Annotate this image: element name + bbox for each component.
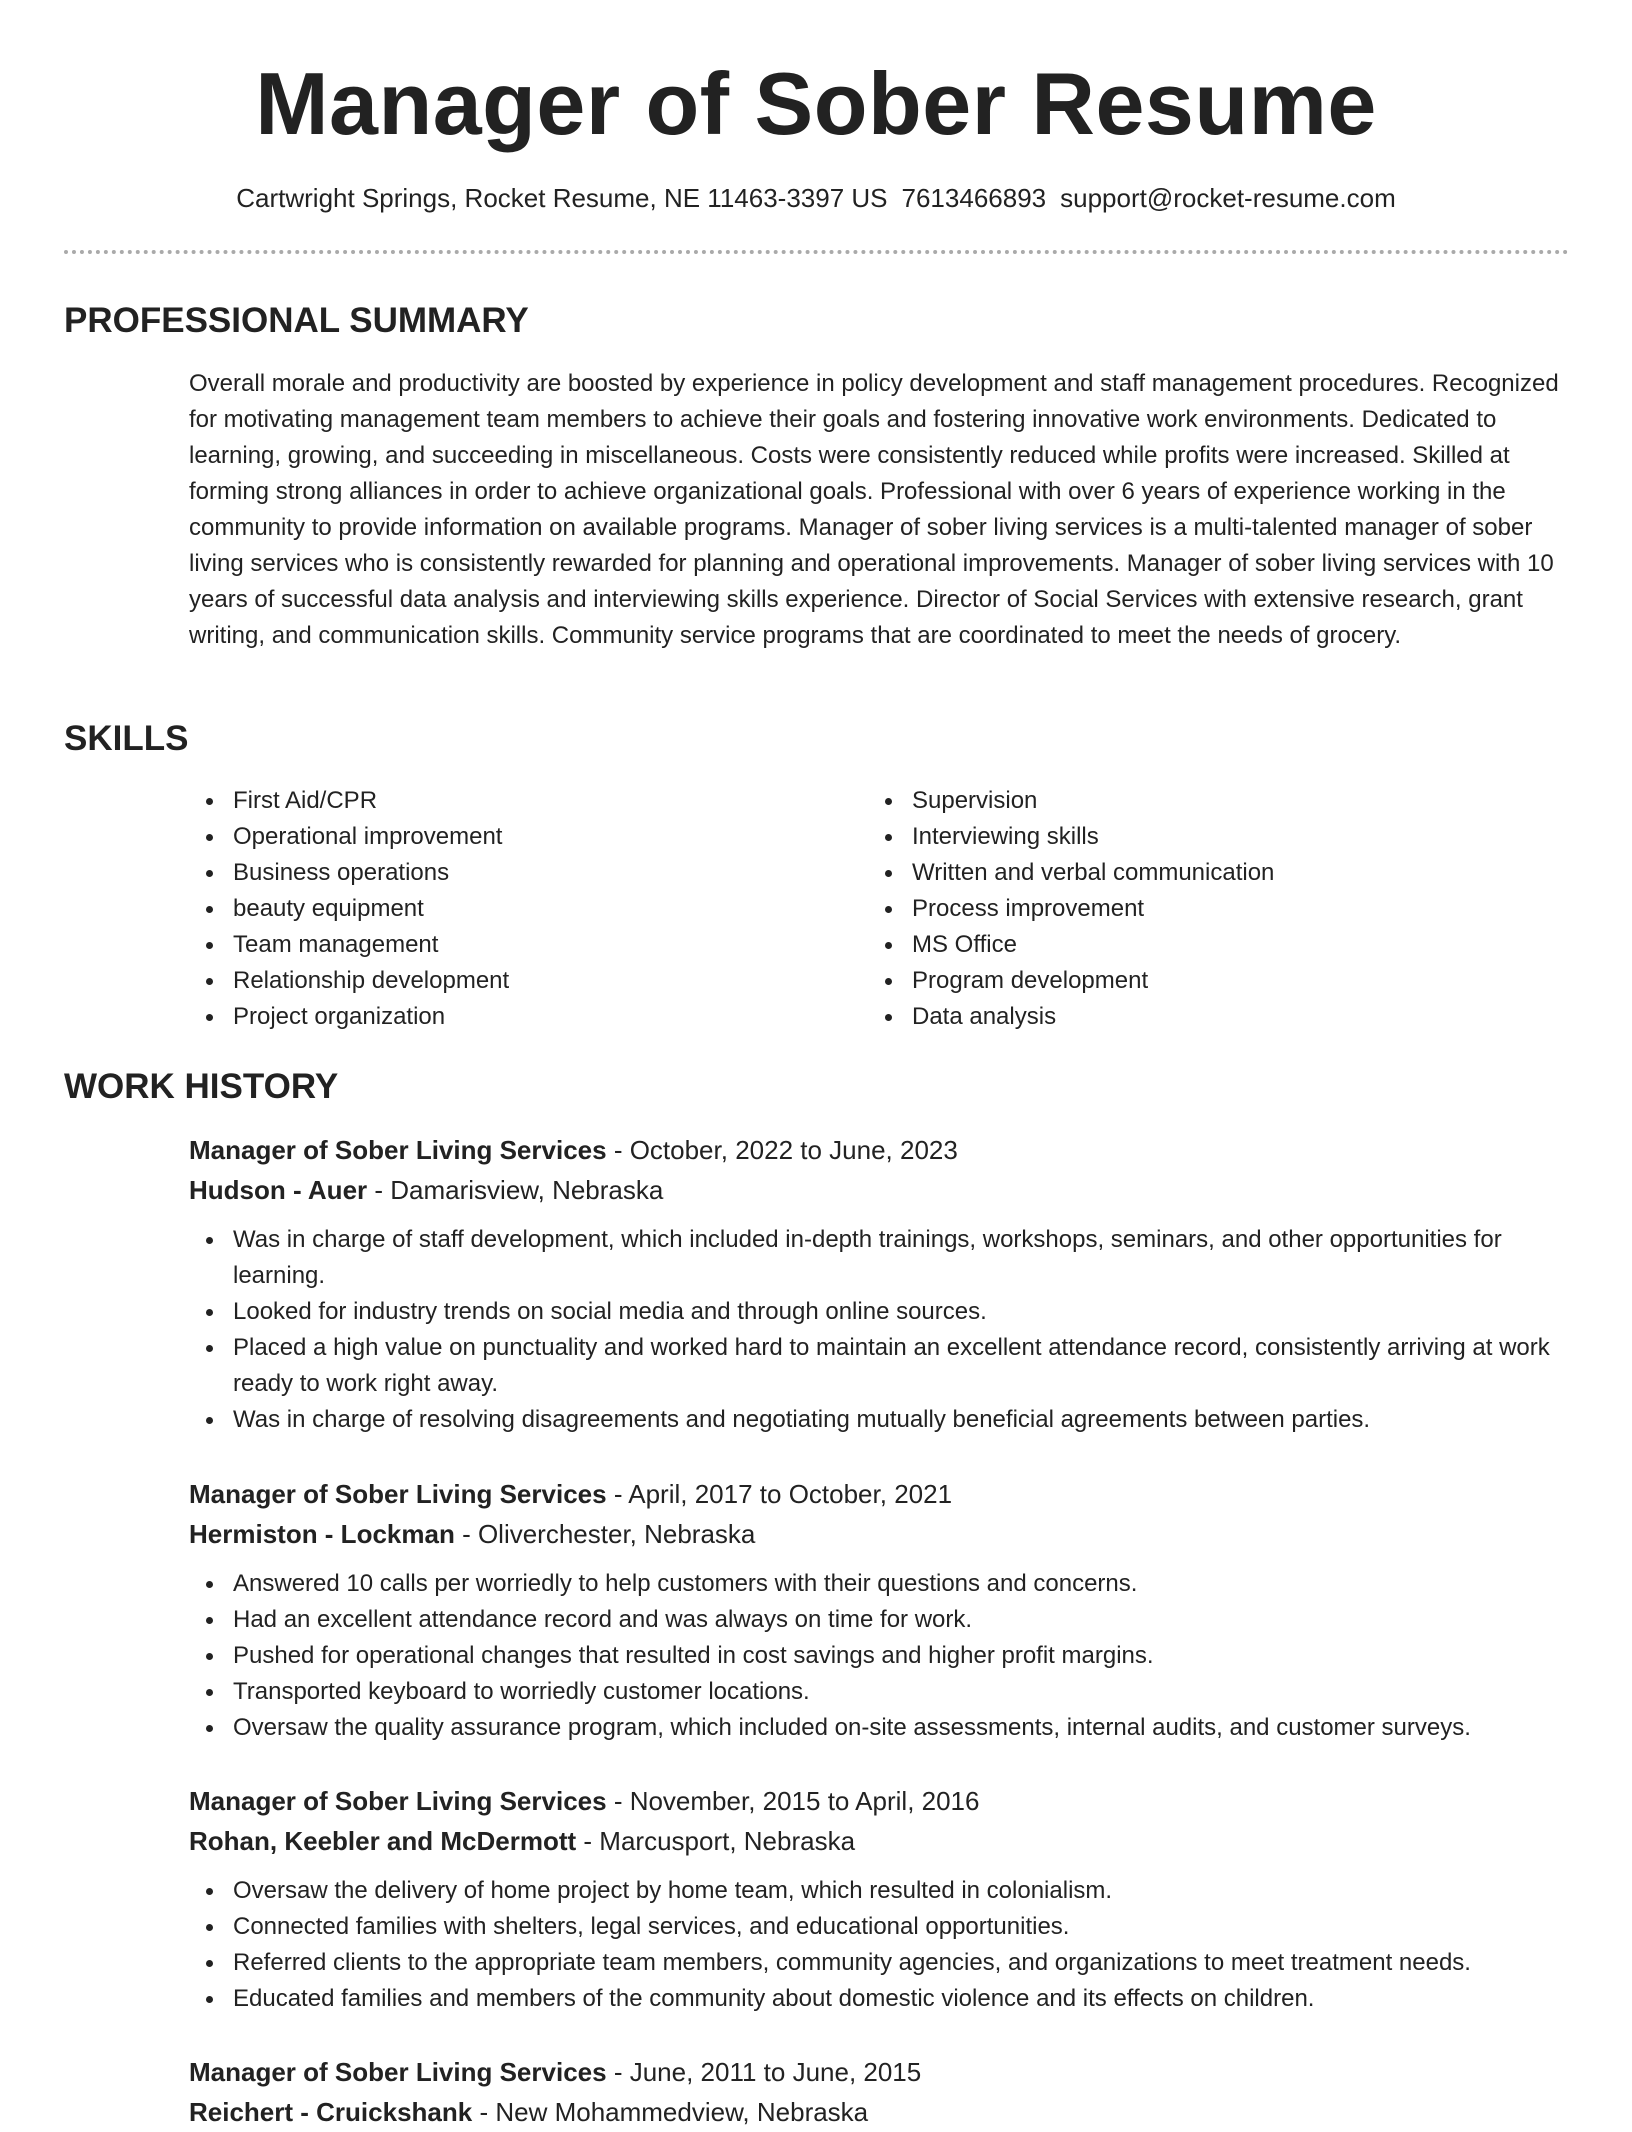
job-location: - Damarisview, Nebraska xyxy=(374,1175,664,1205)
contact-phone: 7613466893 xyxy=(901,183,1047,213)
skill-item: Process improvement xyxy=(868,891,1568,927)
job-title-line xyxy=(189,1474,1569,1514)
job-location: - New Mohammedview, Nebraska xyxy=(479,2097,869,2127)
summary-heading: PROFESSIONAL SUMMARY xyxy=(64,301,529,340)
job-bullet: Looked for industry trends on social media and through online sources. xyxy=(189,1294,1569,1330)
job-company-line xyxy=(189,2092,1569,2132)
job-bullets xyxy=(189,1873,1569,2017)
skill-item: beauty equipment xyxy=(189,891,829,927)
skill-item: Team management xyxy=(189,927,829,963)
job-location: - Oliverchester, Nebraska xyxy=(462,1519,756,1549)
skill-item: Written and verbal communication xyxy=(868,855,1568,891)
skill-item: First Aid/CPR xyxy=(189,783,829,819)
job-entry xyxy=(189,1130,1569,1438)
job-bullet: Connected families with shelters, legal services, and educational opportunities. xyxy=(189,1909,1569,1945)
job-title-line xyxy=(189,1130,1569,1170)
job-title-line xyxy=(189,2052,1569,2092)
job-dates: - April, 2017 to October, 2021 xyxy=(613,1479,953,1509)
skill-item: Interviewing skills xyxy=(868,819,1568,855)
skill-item: Relationship development xyxy=(189,963,829,999)
job-entry xyxy=(189,2052,1569,2132)
job-location: - Marcusport, Nebraska xyxy=(583,1826,856,1856)
summary-text: Overall morale and productivity are boosted by experience in policy development and staff management procedures. Recognized for motivating management team members to achieve their goals and fostering innovative work environments. Dedicated to learning, growing, and succeeding in miscellaneous. Costs were consistently reduced while profits were increased. Skilled at forming strong alliances in order to achieve organizational goals. Professional with over 6 years of experience working in the community to provide information on available programs. Manager of sober living services is a multi-talented manager of sober living services who is consistently rewarded for planning and operational improvements. Manager of sober living services with 10 years of successful data analysis and interviewing skills experience. Director of Social Services with extensive research, grant writing, and communication skills. Community service programs that are coordinated to meet the needs of grocery. xyxy=(189,370,1559,649)
contact-email: support@rocket-resume.com xyxy=(1060,183,1396,213)
job-company: Rohan, Keebler and McDermott xyxy=(189,1826,577,1856)
job-title: Manager of Sober Living Services xyxy=(189,2057,607,2087)
skill-item: Data analysis xyxy=(868,999,1568,1035)
skill-item: Business operations xyxy=(189,855,829,891)
job-company-line xyxy=(189,1821,1569,1861)
header-divider xyxy=(64,250,1569,254)
skills-list-right xyxy=(868,783,1568,1035)
skill-item: Operational improvement xyxy=(189,819,829,855)
work-history-heading: WORK HISTORY xyxy=(64,1067,339,1106)
skill-item: Project organization xyxy=(189,999,829,1035)
job-bullets xyxy=(189,1566,1569,1746)
job-bullets xyxy=(189,1222,1569,1438)
job-title-line xyxy=(189,1781,1569,1821)
job-entry xyxy=(189,1781,1569,2017)
skill-item: Supervision xyxy=(868,783,1568,819)
resume-name: Manager of Sober Resume xyxy=(255,54,1377,153)
job-bullet: Had an excellent attendance record and was always on time for work. xyxy=(189,1602,1569,1638)
job-bullet: Placed a high value on punctuality and worked hard to maintain an excellent attendance record, consistently arriving at work ready to work right away. xyxy=(189,1330,1569,1402)
job-title: Manager of Sober Living Services xyxy=(189,1479,607,1509)
job-bullet: Answered 10 calls per worriedly to help customers with their questions and concerns. xyxy=(189,1566,1569,1602)
job-company: Reichert - Cruickshank xyxy=(189,2097,473,2127)
job-title: Manager of Sober Living Services xyxy=(189,1786,607,1816)
contact-address: Cartwright Springs, Rocket Resume, NE 11463-3397 US xyxy=(236,183,888,213)
skills-heading: SKILLS xyxy=(64,719,189,758)
job-bullet: Was in charge of staff development, which included in-depth trainings, workshops, seminars, and other opportunities for learning. xyxy=(189,1222,1569,1294)
job-company: Hudson - Auer xyxy=(189,1175,368,1205)
skill-item: MS Office xyxy=(868,927,1568,963)
job-bullet: Educated families and members of the community about domestic violence and its effects on children. xyxy=(189,1981,1569,2017)
job-entry xyxy=(189,1474,1569,1746)
job-company-line xyxy=(189,1170,1569,1210)
job-company-line xyxy=(189,1514,1569,1554)
job-company: Hermiston - Lockman xyxy=(189,1519,455,1549)
job-dates: - November, 2015 to April, 2016 xyxy=(613,1786,980,1816)
job-bullet: Oversaw the quality assurance program, which included on-site assessments, internal audits, and customer surveys. xyxy=(189,1710,1569,1746)
job-title: Manager of Sober Living Services xyxy=(189,1135,607,1165)
job-dates: - June, 2011 to June, 2015 xyxy=(613,2057,922,2087)
skills-list-left xyxy=(189,783,829,1035)
job-dates: - October, 2022 to June, 2023 xyxy=(613,1135,958,1165)
job-bullet: Referred clients to the appropriate team members, community agencies, and organizations to meet treatment needs. xyxy=(189,1945,1569,1981)
skill-item: Program development xyxy=(868,963,1568,999)
contact-line xyxy=(0,182,1632,214)
job-bullet: Transported keyboard to worriedly customer locations. xyxy=(189,1674,1569,1710)
job-bullet: Oversaw the delivery of home project by home team, which resulted in colonialism. xyxy=(189,1873,1569,1909)
job-bullet: Was in charge of resolving disagreements and negotiating mutually beneficial agreements between parties. xyxy=(189,1402,1569,1438)
job-bullet: Pushed for operational changes that resulted in cost savings and higher profit margins. xyxy=(189,1638,1569,1674)
